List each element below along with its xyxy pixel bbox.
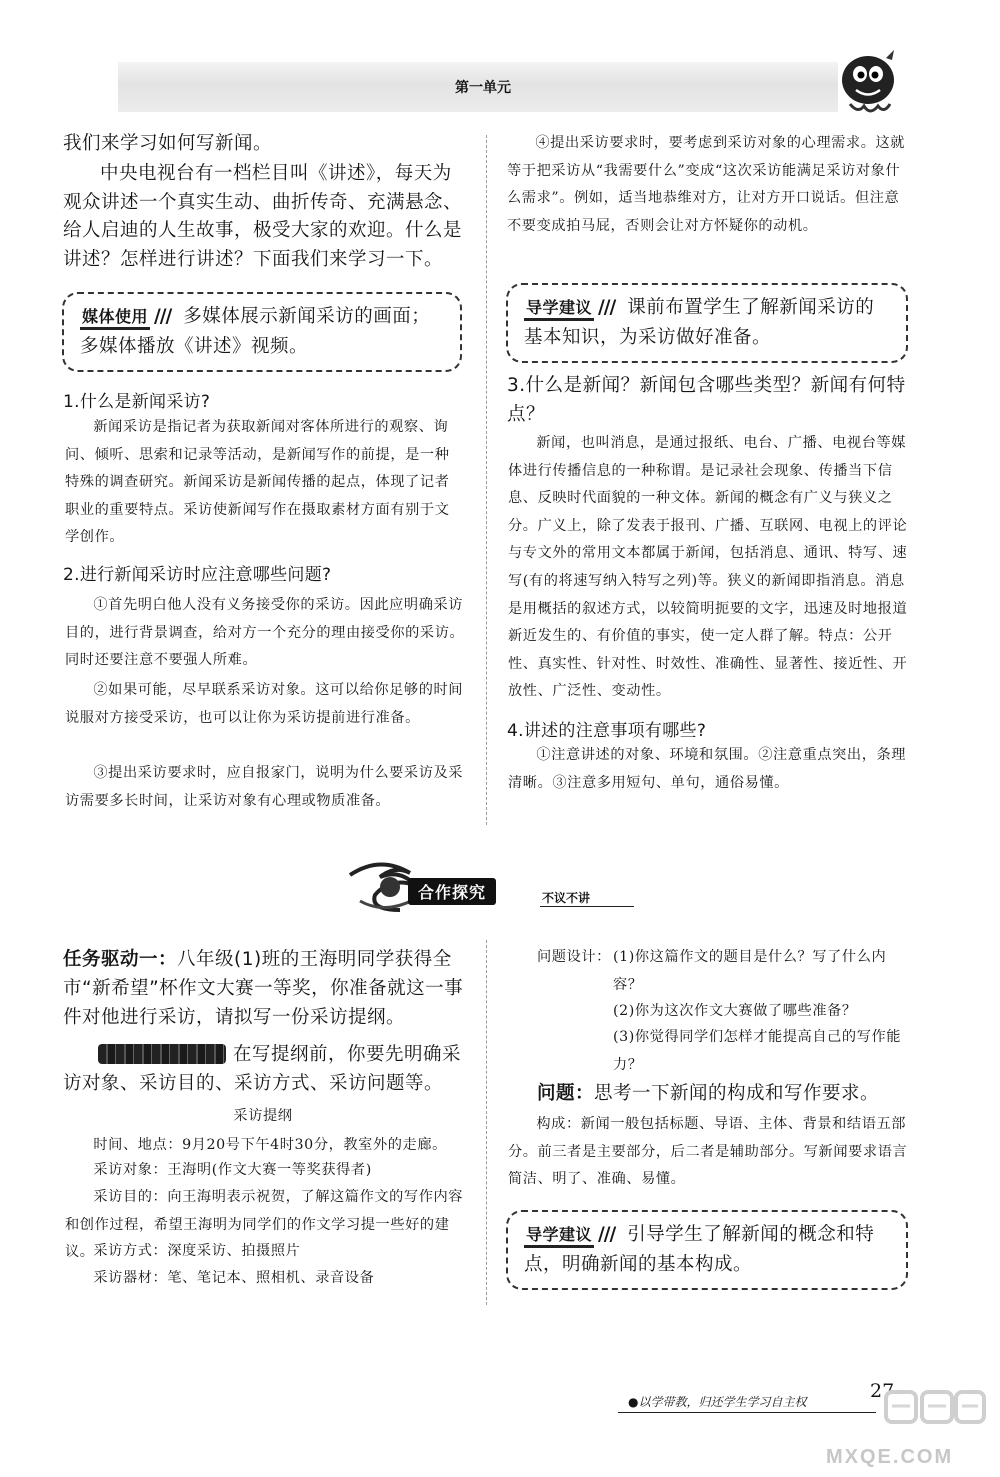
footer-line	[618, 1412, 876, 1413]
question-2-title: 2.进行新闻采访时应注意哪些问题?	[63, 565, 332, 585]
guide-text-2: 引导学生了解新闻的概念和特点，明确新闻的基本构成。	[524, 1224, 875, 1275]
guide-tag-2: 导学建议	[524, 1225, 594, 1248]
question-3-answer: 新闻，也叫消息，是通过报纸、电台、广播、电视台等媒体进行传播信息的一种称谓。是记录社会现象、传播当下信息、反映时代面貌的一种文体。新闻的概念有广义与狭义之分。广义上，除了发表于报刊、广播、互联网、电视上的评论与专文外的常用文本都属于新闻，包括消息、通讯、特写、速写(有的将速写纳入特写之列)等。狭义的新闻即指消息。消息是用概括的叙述方式，以较简明扼要的文字，迅速及时地报道新近发生的、有价值的事实，使一定人群了解。特点：公开性、真实性、针对性、时效性、准确性、显著性、接近性、开放性、广泛性、变动性。	[508, 435, 908, 700]
task-paragraph	[63, 945, 468, 1032]
problem-answer: 构成：新闻一般包括标题、导语、主体、背景和结语五部分。前三者是主要部分，后二者是辅助部分。写新闻要求语言简洁、明了、准确、易懂。	[508, 1116, 908, 1187]
outline-title: 采访提纲	[233, 1108, 293, 1124]
outline-item: 采访器材：笔、笔记本、照相机、录音设备	[93, 1270, 375, 1286]
guide-box-1	[506, 283, 908, 363]
helper-text: 在写提纲前，你要先明确采访对象、采访目的、采访方式、采访问题等。	[63, 1044, 462, 1094]
intro-line: 我们来学习如何写新闻。	[63, 133, 273, 154]
task-label: 任务驱动一：	[63, 949, 178, 970]
column-divider-bottom	[486, 940, 487, 1305]
outline-item: 采访方式：深度采访、拍摄照片	[93, 1243, 301, 1259]
guide-text-1: 课前布置学生了解新闻采访的基本知识，为采访做好准备。	[524, 297, 875, 348]
question-1-title: 1.什么是新闻采访?	[63, 392, 211, 412]
unit-title: 第一单元	[455, 80, 511, 96]
slash-icon: ///	[598, 297, 616, 318]
media-tag: 媒体使用	[80, 307, 150, 330]
guide-box-2	[506, 1210, 908, 1290]
guide-tag-1: 导学建议	[524, 298, 594, 321]
section-label: 合作探究	[408, 878, 496, 905]
design-item: (1)你这篇作文的题目是什么？写了什么内容？	[613, 949, 887, 993]
outline-item: 采访对象：王海明(作文大赛一等奖获得者)	[93, 1162, 372, 1178]
media-box	[62, 292, 462, 372]
outline-item: 时间、地点：9月20号下午4时30分，教室外的走廊。	[93, 1137, 447, 1153]
section-underline	[540, 906, 634, 907]
page-number: 27	[870, 1380, 895, 1402]
design-item: (3)你觉得同学们怎样才能提高自己的写作能力？	[613, 1029, 902, 1073]
design-item: (2)你为这次作文大赛做了哪些准备？	[613, 1003, 857, 1019]
design-label: 问题设计：	[537, 949, 611, 965]
outline-item: 采访目的：向王海明表示祝贺，了解这篇作文的写作内容和创作过程，希望王海明为同学们的作文学习提一些好的建议。	[65, 1189, 464, 1260]
watermark-text: MXQE.COM	[826, 1446, 954, 1468]
problem-line	[537, 1080, 907, 1108]
question-1-answer: 新闻采访是指记者为获取新闻对客体所进行的观察、询问、倾听、思索和记录等活动，是新闻写作的前提，是一种特殊的调查研究。新闻采访是新闻传播的起点，体现了记者职业的重要特点。采访使新闻写作在摄取素材方面有别于文学创作。	[65, 419, 450, 545]
slash-icon: ///	[154, 306, 172, 327]
media-text: 多媒体展示新闻采访的画面；多媒体播放《讲述》视频。	[80, 306, 431, 357]
question-4-answer: ①注意讲述的对象、环境和氛围。②注意重点突出，条理清晰。③注意多用短句、单句，通俗易懂。	[508, 747, 907, 791]
question-3-title: 3.什么是新闻？新闻包含哪些类型？新闻有何特点？	[507, 375, 906, 425]
question-2-answer-1: ①首先明白他人没有义务接受你的采访。因此应明确采访目的，进行背景调查，给对方一个充分的理由接受你的采访。同时还要注意不要强人所难。	[65, 597, 465, 668]
task-text: 八年级(1)班的王海明同学获得全市“新希望”杯作文大赛一等奖，你准备就这一事件对他进行采访，请拟写一份采访提纲。	[63, 949, 464, 1028]
question-4-title: 4.讲述的注意事项有哪些?	[507, 721, 707, 741]
question-2-answer-3: ③提出采访要求时，应自报家门，说明为什么要采访及采访需要多长时间，让采访对象有心理或物质准备。	[65, 765, 464, 809]
problem-text: 思考一下新闻的构成和写作要求。	[594, 1083, 880, 1104]
column-divider-top	[486, 135, 487, 825]
answer-4: ④提出采访要求时，要考虑到采访对象的心理需求。这就等于把采访从“我需要什么”变成“这次采访能满足采访对象什么需求”。例如，适当地恭维对方，让对方开口说话。但注意不要变成拍马屁，否则会让对方怀疑你的动机。	[507, 135, 906, 234]
footer-slogan: ●以学带教，归还学生学习自主权	[628, 1395, 807, 1409]
intro-paragraph: 中央电视台有一档栏目叫《讲述》，每天为观众讲述一个真实生动、曲折传奇、充满悬念、给人启迪的人生故事，极受大家的欢迎。什么是讲述？怎样进行讲述？下面我们来学习一下。	[63, 163, 463, 270]
slash-icon: ///	[598, 1224, 616, 1245]
section-subtitle: 不议不讲	[542, 891, 591, 905]
question-2-answer-2: ②如果可能，尽早联系采访对象。这可以给你足够的时间说服对方接受采访，也可以让你为采访提前进行准备。	[65, 682, 464, 726]
problem-label: 问题：	[537, 1083, 595, 1104]
mascot-icon	[828, 44, 906, 122]
